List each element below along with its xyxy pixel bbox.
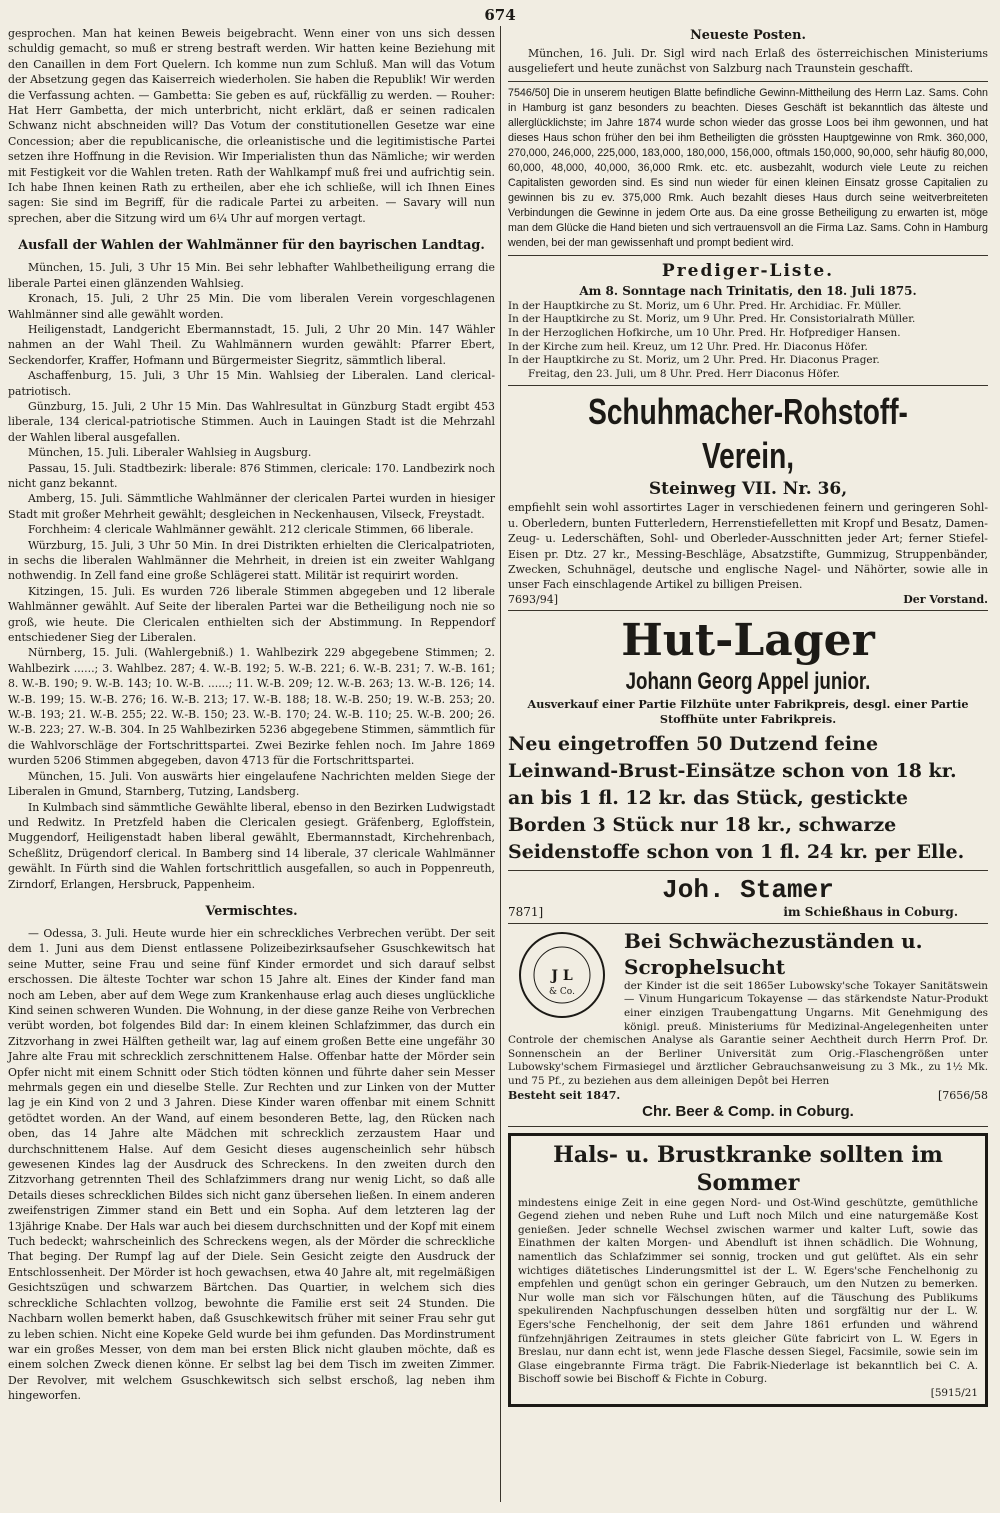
wine-merchant-seal-icon bbox=[508, 930, 616, 1030]
misc-article: — Odessa, 3. Juli. Heute wurde hier ein schreckliches Verbrechen verübt. Der seit dem 1. Juni aus dem Dienst entlassene Polizeibezirksaufseher Gsuschkewitsch hat seine Mutter, seine Frau und seine fünf Kinder ermordet und sich darauf selbst erschossen. Die älteste Tochter war schon 15 Jahre alt. Eines der Kinder fand man noch am Leben, aber auf dem Wege zum Krankenhause erlag auch dieses unglückliche Kind seinen schweren Wunden. Die Wohnung, in der diese ganze Reihe von Verbrechen verübt worden, bot folgendes Bild dar: In einem kleinen Schlafzimmer, das durch ein Zitzvorhang in zwei Hälften getheilt war, lag auf einem großen Bette eine ungefähr 30 Jahre alte Frau mit schrecklich zerschnittenem Halse. Offenbar hatte der Mörder sein Opfer nicht mit einem Schnitt oder Stich tödten können und führte daher sein Messer mehrmals gegen ein und dieselbe Stelle. Zur Rechten und zur Linken von der Mutter lag je ein Kind von 2 und 3 Jahren. Diese Kinder waren offenbar mit einem Schnitt getödtet worden. An der Wand, auf einem besonderen Bette, lag, den Rücken nach oben, das 14 Jahre alte Mädchen mit schrecklich zerzaustem Haar und durchschnittenem Halse. Auf dem Gesicht dieses augenscheinlich sehr hübsch gewesenen Kindes lag der Ausdruck des Schreckens. In den zweiten durch den Zitzvorhang getrennten Theil des Schlafzimmers drang nur wenig Licht, so daß alle Details dieses schrecklichen Bildes sich nicht ganz übersehen ließen. In einem anderen zweifenstrigen Zimmer stand ein Bett und ein Sopha. Auf dem letzteren lag der 13jährige Knabe. Der Hals war auch bei diesem durchschnitten und der Kopf mit einem Tuch bedeckt; wahrscheinlich des Schreckens wegen, als der Mörder die schreckliche That beging. Der Rumpf lag auf der Diele. Sein Gesicht zeigte den Ausdruck der Entschlossenheit. Der Mörder ist hoch gewachsen, etwa 40 Jahre alt, mit regelmäßigen Gesichtszügen und schwarzem Bärtchen. Das Quartier, in welchem sich dies schreckliche Schlachten vollzog, bewohnte die Familie erst seit 24 Stunden. Die Nachbarn wollen bemerkt haben, daß Gsuschkewitsch früher mit seiner Frau sehr gut zu leben schien. Nicht eine Kopeke Geld wurde bei ihm gefunden. Das Mordinstrument war ein großes Messer, von dem man bei ersten Blick nicht glauben möchte, daß es einem solchen Zweck dienen könne. Er selbst lag bei dem Tisch im zweiten Zimmer. Der Revolver, mit welchem Gsuschkewitsch sich selbst erschoß, lag neben ihm hingeworfen. bbox=[8, 926, 495, 1403]
wine-text: der Kinder ist die seit 1865er Lubowsky'sche Tokayer Sanitätswein — Vinum Hungaricum Tokayense — das stärkendste Natur-Produkt einer einzigen Traubengattung Ungarns. Mit Genehmigung des königl. preuß. Ministeriums für Medizinal-Angelegenheiten unter Controle der chemischen Analyse als Garantie seiner Aechtheit durch Herrn Prof. Dr. Sonnenschein an der Berliner Universität zum Orig.-Flaschengrößen unter Lubowsky'schem Firmasiegel und ärztlicher Gebrauchsanweisung zu 3 Mk., zu 1½ Mk. und 75 Pf., zu beziehen aus dem alleinigen Depôt bei Herren bbox=[508, 979, 988, 1087]
stamer-location: im Schießhaus in Coburg. bbox=[783, 904, 958, 919]
stamer-name: Joh. Stamer bbox=[662, 874, 834, 905]
election-report: München, 15. Juli. Von auswärts hier eingelaufene Nachrichten melden Siege der Liberalen in Gmund, Starnberg, Tutzing, Landsberg. bbox=[8, 769, 495, 799]
chest-remedy-ad bbox=[508, 1133, 988, 1407]
chest-remedy-title: Hals- u. Brustkranke sollten im Sommer bbox=[553, 1141, 943, 1196]
election-report: Forchheim: 4 clericale Wahlmänner gewählt. 212 clericale Stimmen, 66 liberale. bbox=[28, 523, 474, 537]
election-report: Aschaffenburg, 15. Juli, 3 Uhr 15 Min. Wahlsieg der Liberalen. Land clerical-patriotisch. bbox=[8, 369, 495, 398]
news-text: München, 16. Juli. Dr. Sigl wird nach Erlaß des österreichischen Ministeriums ausgeliefert und heute zunächst von Salzburg nach Traunstein geschafft. bbox=[508, 47, 988, 76]
stamer-ref: 7871] bbox=[508, 904, 544, 919]
preacher-entry: In der Kirche zum heil. Kreuz, um 12 Uhr. Pred. Hr. Diaconus Höfer. bbox=[508, 340, 868, 353]
linen-offer: Neu eingetroffen 50 Dutzend feine Leinwand-Brust-Einsätze schon von 18 kr. an bis 1 fl. 12 kr. das Stück, gestickte Borden 3 Stück nur 18 kr., schwarze Seidenstoffe schon von 1 fl. 24 kr. per Elle. bbox=[508, 732, 965, 863]
news-heading: Neueste Posten. bbox=[690, 28, 806, 43]
preacher-list-date: Am 8. Sonntage nach Trinitatis, den 18. Juli 1875. bbox=[579, 283, 917, 298]
chest-remedy-ref: [5915/21 bbox=[930, 1386, 978, 1399]
preacher-entry: In der Hauptkirche zu St. Moriz, um 6 Uhr. Pred. Hr. Archidiac. Fr. Müller. bbox=[508, 299, 902, 312]
left-column bbox=[8, 26, 495, 1404]
wine-ref: [7656/58 bbox=[938, 1088, 988, 1102]
svg-text:& Co.: & Co. bbox=[549, 986, 575, 997]
shoemaker-signature: Der Vorstand. bbox=[903, 592, 988, 606]
preacher-entry: Freitag, den 23. Juli, um 8 Uhr. Pred. Herr Diaconus Höfer. bbox=[528, 367, 840, 380]
election-report: Heiligenstadt, Landgericht Ebermannstadt, 15. Juli, 2 Uhr 20 Min. 147 Wähler nahmen an der Wahl Theil. Zu Wahlmännern wurden gewählt: Pfarrer Ebert, Seckendorfer, Kraffer, Hofmann und Bürgermeister Siegritz, sämmtlich liberal. bbox=[8, 322, 495, 367]
election-report: Amberg, 15. Juli. Sämmtliche Wahlmänner der clericalen Partei wurden in hiesiger Stadt mit großer Mehrheit gewählt; desgleichen in Neckenhausen, Vilseck, Freystadt. bbox=[8, 492, 495, 521]
election-report: Kitzingen, 15. Juli. Es wurden 726 liberale Stimmen abgegeben und 12 liberale Wahlmänner gewählt. Auf Seite der liberalen Partei war die Betheiligung noch nie so groß, wie heute. Die Clericalen enthielten sich der Abstimmung. In Reppendorf entschiedener Sieg der Liberalen. bbox=[8, 584, 495, 645]
right-column bbox=[508, 26, 988, 1407]
hat-store-owner: Johann Georg Appel junior. bbox=[625, 667, 871, 695]
election-report: Günzburg, 15. Juli, 2 Uhr 15 Min. Das Wahlresultat in Günzburg Stadt ergibt 453 liberale, 134 clerical-patriotische Stimmen. Auch in Lauingen Stadt ist die Mehrzahl der Wahlen liberal ausgefallen. bbox=[8, 399, 495, 444]
page-number: 674 bbox=[484, 6, 516, 24]
preacher-entry: In der Herzoglichen Hofkirche, um 10 Uhr. Pred. Hr. Hofprediger Hansen. bbox=[508, 327, 901, 339]
shoemaker-address: Steinweg VII. Nr. 36, bbox=[648, 479, 848, 500]
wine-established: Besteht seit 1847. bbox=[508, 1088, 621, 1102]
election-report: Passau, 15. Juli. Stadtbezirk: liberale: 876 Stimmen, clericale: 170. Landbezirk noch nicht ganz bekannt. bbox=[8, 461, 495, 490]
election-reports bbox=[8, 260, 495, 892]
parliament-report: gesprochen. Man hat keinen Beweis beigebracht. Wenn einer von uns sich dessen schuldig gemacht, so muß er streng bestraft werden. Wir hatten keine Beziehung mit den Canaillen in dem Fort Quelern. Ich komme nun zum Schluß. Man will das Votum der Absetzung gegen das Kaiserreich wiederholen. Sie haben die Republik! Wir werden die Verfassung achten. — Gambetta: Sie geben es auf, rückfällig zu werden. — Rouher: Hat Herr Gambetta, der mich unterbricht, nicht erklärt, daß er seinen radicalen Schwanz nicht abschneiden will? Das Votum der constitutionellen Gesetze war eine Concession; aber die republicanische, die orleanistische und die legitimistische Partei setzen ihre Hoffnung in die Revision. Wir Imperialisten thun das Nämliche; wir werden mit Festigkeit vor die Wahlen treten. Rath der Wahlkampf muß frei und aufrichtig sein. Ich habe Ihnen keinen Rath zu ertheilen, aber ehe ich schließe, will ich Ihnen Eines sagen: Sie sind im Begriff, für die radicale Partei zu arbeiten. — Savary will nun sprechen, aber die Sitzung wird um 6¼ Uhr auf morgen vertagt. bbox=[8, 27, 495, 225]
wine-depot: Chr. Beer & Comp. in Coburg. bbox=[642, 1102, 854, 1120]
election-report: München, 15. Juli, 3 Uhr 15 Min. Bei sehr lebhafter Wahlbetheiligung errang die liberale Partei einen glänzenden Wahlsieg. bbox=[8, 261, 495, 290]
misc-heading: Vermischtes. bbox=[205, 903, 298, 919]
election-report: München, 15. Juli. Liberaler Wahlsieg in Augsburg. bbox=[28, 446, 312, 460]
shoemaker-ref: 7693/94] bbox=[508, 592, 558, 606]
election-heading: Ausfall der Wahlen der Wahlmänner für den bayrischen Landtag. bbox=[18, 238, 485, 254]
lottery-notice: 7546/50] Die in unserem heutigen Blatte befindliche Gewinn-Mittheilung des Herrn Laz. Sams. Cohn in Hamburg ist ganz besonders zu beachten. Dieses Geschäft ist bekanntlich das älteste und allerglücklichste; im Jahre 1874 wurde schon wieder das grosse Loos bei ihm gewonnen, und hat dieses Haus schon früher den bei ihm Betheiligten die grössten Hauptgewinne von Rmk. 360,000, 270,000, 246,000, 225,000, 183,000, 180,000, 156,000, oftmals 150,000, 90,000, sehr häufig 80,000, 60,000, 48,000, 40,000, 36,000 Rmk. etc. etc. ausbezahlt, wodurch viele Leute zu reichen Capitalisten geworden sind. Es sind nun wieder für einen kleinen Einsatz grosse Capitalien zu gewinnen bis zu ev. 375,000 Rmk. Auch bezahlt dieses Haus durch seine weitverbreiteten Verbindungen die Gewinne in jedem Orte aus. Da eine grosse Betheiligung zu erwarten ist, möge man dem Glücke die Hand bieten und sich vertrauensvoll an die Firma Laz. Sams. Cohn in Hamburg wenden, bei der man gewissenhaft und prompt bedient wird. bbox=[508, 86, 988, 249]
preacher-entry: In der Hauptkirche zu St. Moriz, um 2 Uhr. Pred. Hr. Diaconus Prager. bbox=[508, 354, 880, 367]
election-report: Würzburg, 15. Juli, 3 Uhr 50 Min. In drei Distrikten erhielten die Clericalpatrioten, in sechs die liberalen Wahlmänner die Mehrheit, in dreien ist ein zweiter Wahlgang nothwendig. In Zell fand eine große Schlägerei statt. Militär ist requirirt worden. bbox=[8, 538, 495, 583]
preacher-list-title: Prediger-Liste. bbox=[661, 260, 835, 281]
preacher-entry: In der Hauptkirche zu St. Moriz, um 9 Uhr. Pred. Hr. Consistorialrath Müller. bbox=[508, 313, 916, 326]
chest-remedy-text: mindestens einige Zeit in eine gegen Nord- und Ost-Wind geschützte, gemüthliche Gegend ziehen und neben Ruhe und Luft noch Milch und eine naturgemäße Kost genießen. Jeder schnelle Wechsel zwischen warmer und kalter Luft, sowie das Einathmen der kalten Morgen- und Abendluft ist ihnen schädlich. Die Wohnung, namentlich das Schlafzimmer sei sonnig, trocken und gut gelüftet. Als ein sehr wichtiges diätetisches Linderungsmittel ist der L. W. Egers'sche Fenchelhonig zu empfehlen und genügt schon ein geringer Gebrauch, um den Nutzen zu bemerken. Nur wolle man sich vor Fälschungen hüten, auf die Täuschung des Publikums spekulirenden Nachpfuschungen desselben hüten und sorgfältig nur der L. W. Egers'sche Fenchelhonig, der seit dem Jahre 1861 erfunden und während fünfzehnjährigen Zeitraumes in stets gleicher Güte fabricirt von L. W. Egers in Breslau, nur dann echt ist, wenn jede Flasche dessen Siegel, Facsimile, sowie sein im Glase eingebrannte Firma trägt. Die Fabrik-Niederlage ist bekanntlich bei C. A. Bischoff sowie bei Bischoff & Fichte in Coburg. bbox=[518, 1196, 978, 1386]
election-report: Nürnberg, 15. Juli. (Wahlergebniß.) 1. Wahlbezirk 229 abgegebene Stimmen; 2. Wahlbezirk ......; 3. Wahlbez. 287; 4. W.-B. 192; 5. W.-B. 221; 6. W.-B. 231; 7. W.-B. 161; 8. W.-B. 190; 9. W.-B. 143; 10. W.-B. ......; 11. W.-B. 209; 12. W.-B. 263; 13. W.-B. 126; 14. W.-B. 199; 15. W.-B. 276; 16. W.-B. 213; 17. W.-B. 188; 18. W.-B. 250; 19. W.-B. 253; 20. W.-B. 193; 21. W.-B. 255; 22. W.-B. 150; 23. W.-B. 170; 24. W.-B. 110; 25. W.-B. 200; 26. W.-B. 223; 27. W.-B. 304. In 25 Wahlbezirken 5236 abgegebene Stimmen, sämmtlich für die Wahlvorschläge der Fortschrittspartei. Zwei Bezirke fehlen noch. Im Jahre 1869 wurden 5206 Stimmen abgegeben, davon 4713 für die Fortschrittspartei. bbox=[8, 646, 495, 768]
election-report: Kronach, 15. Juli, 2 Uhr 25 Min. Die vom liberalen Verein vorgeschlagenen Wahlmänner sind alle gewählt worden. bbox=[8, 292, 495, 321]
shoemaker-text: empfiehlt sein wohl assortirtes Lager in verschiedenen feinern und geringeren Sohl- u. Oberledern, bunten Futterledern, Herrenstiefelletten mit Kropf und Besatz, Damen-Zeug- u. Lederschäften, Sohl- und Oberleder-Ausschnitten jeder Art; ferner Stiefel-Eisen pr. Dtz. 27 kr., Messing-Beschläge, Absatzstifte, Gummizug, Struppenbänder, Zwecken, Schuhnägel, deutsche und englische Nagel- und Nähörter, sowie alle in unser Fach einschlagende Artikel zu billigen Preisen. bbox=[508, 501, 988, 592]
wine-title: Bei Schwächezuständen u. Scrophelsucht bbox=[624, 928, 923, 979]
shoemaker-title: Schuhmacher-Rohstoff-Verein, bbox=[588, 391, 908, 477]
hat-store-sale: Ausverkauf einer Partie Filzhüte unter Fabrikpreis, desgl. einer Partie Stoffhüte unter Fabrikpreis. bbox=[527, 696, 969, 726]
hat-store-title: Hut-Lager bbox=[621, 614, 875, 666]
election-report: In Kulmbach sind sämmtliche Gewählte liberal, ebenso in den Bezirken Ludwigstadt und Redwitz. In Pretzfeld haben die Clericalen gesiegt. Gräfenberg, Egloffstein, Muggendorf, Heiligenstadt haben liberal gewählt, Ebermannstadt, Kirchehrenbach, Scheßlitz, Drügendorf clerical. In Bamberg sind 14 liberale, 37 clericale Wahlmänner gewählt. In Fürth sind die Wahlen fortschrittlich ausgefallen, so auch in Poppenreuth, Zirndorf, Erlangen, Hersbruck, Pappenheim. bbox=[8, 800, 495, 891]
column-divider bbox=[500, 26, 501, 1502]
svg-text:J L: J L bbox=[551, 967, 573, 984]
